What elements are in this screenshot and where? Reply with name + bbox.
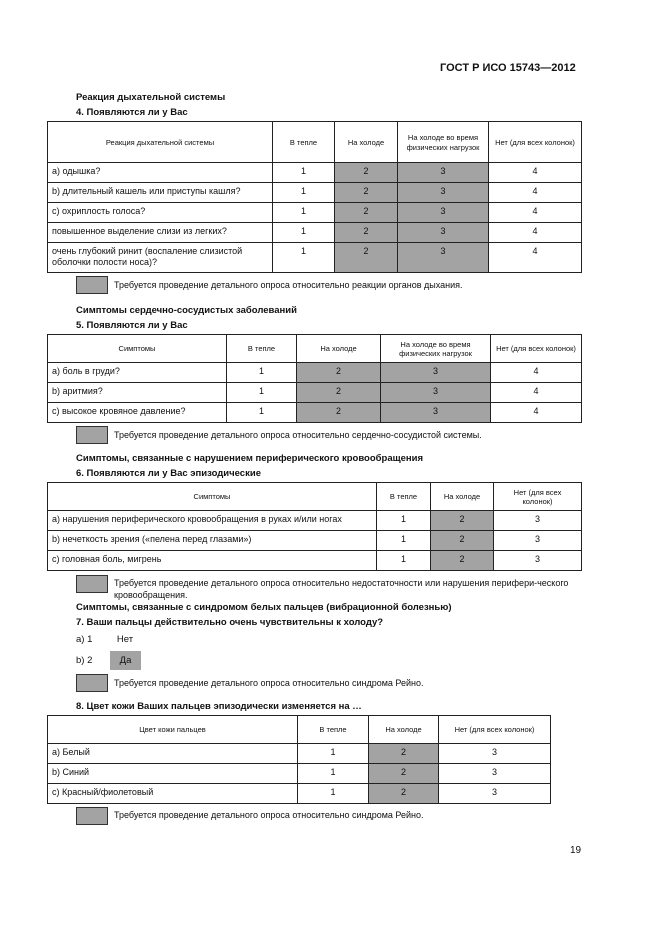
- column-header: В тепле: [273, 122, 335, 163]
- answer-cell[interactable]: 3: [398, 243, 489, 273]
- section-title: Симптомы, связанные с нарушением периферического кровообращения: [76, 453, 424, 464]
- followup-note: Требуется проведение детального опроса относительно реакции органов дыхания.: [114, 280, 463, 290]
- respiratory-table: [47, 121, 582, 273]
- answer-cell[interactable]: 1: [273, 163, 335, 183]
- answer-cell[interactable]: 1: [298, 784, 369, 804]
- option-key: а) 1: [76, 634, 93, 645]
- option-yes[interactable]: Да: [110, 651, 141, 670]
- table-row: [48, 744, 551, 764]
- answer-cell[interactable]: 3: [439, 764, 551, 784]
- column-header: На холоде: [431, 483, 494, 511]
- column-header: Нет (для всех колонок): [491, 335, 582, 363]
- answer-cell[interactable]: 1: [298, 764, 369, 784]
- row-label: а) одышка?: [48, 163, 273, 183]
- answer-cell[interactable]: 3: [439, 784, 551, 804]
- answer-cell[interactable]: 1: [227, 383, 297, 403]
- answer-cell[interactable]: 4: [489, 203, 582, 223]
- question-title: 6. Появляются ли у Вас эпизодические: [76, 468, 261, 479]
- column-header: Нет (для всех колонок): [439, 716, 551, 744]
- table-row: [48, 784, 551, 804]
- answer-cell[interactable]: 1: [227, 363, 297, 383]
- column-header: Симптомы: [48, 483, 377, 511]
- column-header: На холоде: [297, 335, 381, 363]
- answer-cell[interactable]: 4: [491, 383, 582, 403]
- answer-cell[interactable]: 2: [369, 744, 439, 764]
- skin-color-table: [47, 715, 551, 804]
- row-label: с) Красный/фиолетовый: [48, 784, 298, 804]
- row-label: b) Синий: [48, 764, 298, 784]
- answer-cell[interactable]: 1: [273, 203, 335, 223]
- checkbox[interactable]: [76, 807, 108, 825]
- table-row: [48, 163, 582, 183]
- question-title: 4. Появляются ли у Вас: [76, 107, 188, 118]
- column-header: Симптомы: [48, 335, 227, 363]
- answer-cell[interactable]: 1: [377, 551, 431, 571]
- answer-cell[interactable]: 2: [335, 203, 398, 223]
- checkbox[interactable]: [76, 674, 108, 692]
- answer-cell[interactable]: 2: [369, 784, 439, 804]
- option-no[interactable]: Нет: [116, 634, 134, 645]
- answer-cell[interactable]: 2: [335, 163, 398, 183]
- answer-cell[interactable]: 1: [227, 403, 297, 423]
- answer-cell[interactable]: 3: [398, 223, 489, 243]
- row-label: а) боль в груди?: [48, 363, 227, 383]
- answer-cell[interactable]: 2: [431, 511, 494, 531]
- answer-cell[interactable]: 1: [273, 243, 335, 273]
- answer-cell[interactable]: 4: [489, 163, 582, 183]
- table-row: [48, 764, 551, 784]
- table-row: [48, 183, 582, 203]
- standard-header: ГОСТ Р ИСО 15743—2012: [440, 62, 576, 74]
- section-title: Симптомы сердечно-сосудистых заболеваний: [76, 305, 297, 316]
- question-title: 8. Цвет кожи Ваших пальцев эпизодически изменяется на …: [76, 701, 362, 712]
- table-row: [48, 531, 582, 551]
- answer-cell[interactable]: 3: [381, 363, 491, 383]
- answer-cell[interactable]: 3: [398, 163, 489, 183]
- answer-cell[interactable]: 3: [398, 183, 489, 203]
- section-title: Симптомы, связанные с синдромом белых пальцев (вибрационной болезнью): [76, 602, 452, 613]
- answer-cell[interactable]: 3: [381, 403, 491, 423]
- answer-cell[interactable]: 3: [439, 744, 551, 764]
- column-header: В тепле: [227, 335, 297, 363]
- table-row: [48, 243, 582, 273]
- column-header: На холоде: [369, 716, 439, 744]
- checkbox[interactable]: [76, 426, 108, 444]
- table-row: [48, 203, 582, 223]
- row-label: а) Белый: [48, 744, 298, 764]
- column-header: В тепле: [377, 483, 431, 511]
- answer-cell[interactable]: 2: [431, 531, 494, 551]
- question-title: 5. Появляются ли у Вас: [76, 320, 188, 331]
- answer-cell[interactable]: 1: [377, 531, 431, 551]
- cardiovascular-table: [47, 334, 582, 423]
- column-header: Реакция дыхательной системы: [48, 122, 273, 163]
- table-row: [48, 551, 582, 571]
- answer-cell[interactable]: 2: [431, 551, 494, 571]
- column-header: Цвет кожи пальцев: [48, 716, 298, 744]
- answer-cell[interactable]: 1: [298, 744, 369, 764]
- row-label: с) головная боль, мигрень: [48, 551, 377, 571]
- answer-cell[interactable]: 4: [489, 183, 582, 203]
- answer-cell[interactable]: 4: [491, 403, 582, 423]
- answer-cell[interactable]: 2: [335, 243, 398, 273]
- row-label: а) нарушения периферического кровообращения в руках и/или ногах: [48, 511, 377, 531]
- answer-cell[interactable]: 2: [297, 383, 381, 403]
- option-key: b) 2: [76, 655, 93, 666]
- row-label: очень глубокий ринит (воспаление слизистой оболочки полости носа)?: [48, 243, 273, 273]
- row-label: с) высокое кровяное давление?: [48, 403, 227, 423]
- section-title: Реакция дыхательной системы: [76, 92, 226, 103]
- answer-cell[interactable]: 4: [491, 363, 582, 383]
- followup-note: Требуется проведение детального опроса относительно недостаточности или нарушения перифери-ческого кровообращения.: [114, 578, 569, 600]
- answer-cell[interactable]: 1: [273, 223, 335, 243]
- row-label: b) длительный кашель или приступы кашля?: [48, 183, 273, 203]
- table-row: [48, 223, 582, 243]
- table-row: [48, 383, 582, 403]
- column-header: На холоде во время физических нагрузок: [398, 122, 489, 163]
- answer-cell[interactable]: 2: [297, 363, 381, 383]
- answer-cell[interactable]: 3: [494, 531, 582, 551]
- followup-note: Требуется проведение детального опроса относительно синдрома Рейно.: [114, 810, 424, 820]
- row-label: повышенное выделение слизи из легких?: [48, 223, 273, 243]
- answer-cell[interactable]: 4: [489, 223, 582, 243]
- table-row: [48, 363, 582, 383]
- checkbox[interactable]: [76, 575, 108, 593]
- answer-cell[interactable]: 2: [369, 764, 439, 784]
- table-row: [48, 511, 582, 531]
- answer-cell[interactable]: 2: [335, 223, 398, 243]
- answer-cell[interactable]: 4: [489, 243, 582, 273]
- answer-cell[interactable]: 1: [377, 511, 431, 531]
- answer-cell[interactable]: 3: [494, 551, 582, 571]
- column-header: На холоде: [335, 122, 398, 163]
- followup-note: Требуется проведение детального опроса относительно синдрома Рейно.: [114, 678, 424, 688]
- row-label: b) аритмия?: [48, 383, 227, 403]
- row-label: b) нечеткость зрения («пелена перед глазами»): [48, 531, 377, 551]
- answer-cell[interactable]: 3: [381, 383, 491, 403]
- answer-cell[interactable]: 2: [335, 183, 398, 203]
- answer-cell[interactable]: 3: [494, 511, 582, 531]
- answer-cell[interactable]: 1: [273, 183, 335, 203]
- checkbox[interactable]: [76, 276, 108, 294]
- column-header: В тепле: [298, 716, 369, 744]
- table-row: [48, 403, 582, 423]
- question-title: 7. Ваши пальцы действительно очень чувствительны к холоду?: [76, 617, 384, 628]
- row-label: с) охриплость голоса?: [48, 203, 273, 223]
- circulation-table: [47, 482, 582, 571]
- column-header: Нет (для всех колонок): [489, 122, 582, 163]
- column-header: Нет (для всех колонок): [494, 483, 582, 511]
- answer-cell[interactable]: 2: [297, 403, 381, 423]
- page-number: 19: [570, 845, 582, 856]
- answer-cell[interactable]: 3: [398, 203, 489, 223]
- column-header: На холоде во время физических нагрузок: [381, 335, 491, 363]
- followup-note: Требуется проведение детального опроса относительно сердечно-сосудистой системы.: [114, 430, 482, 440]
